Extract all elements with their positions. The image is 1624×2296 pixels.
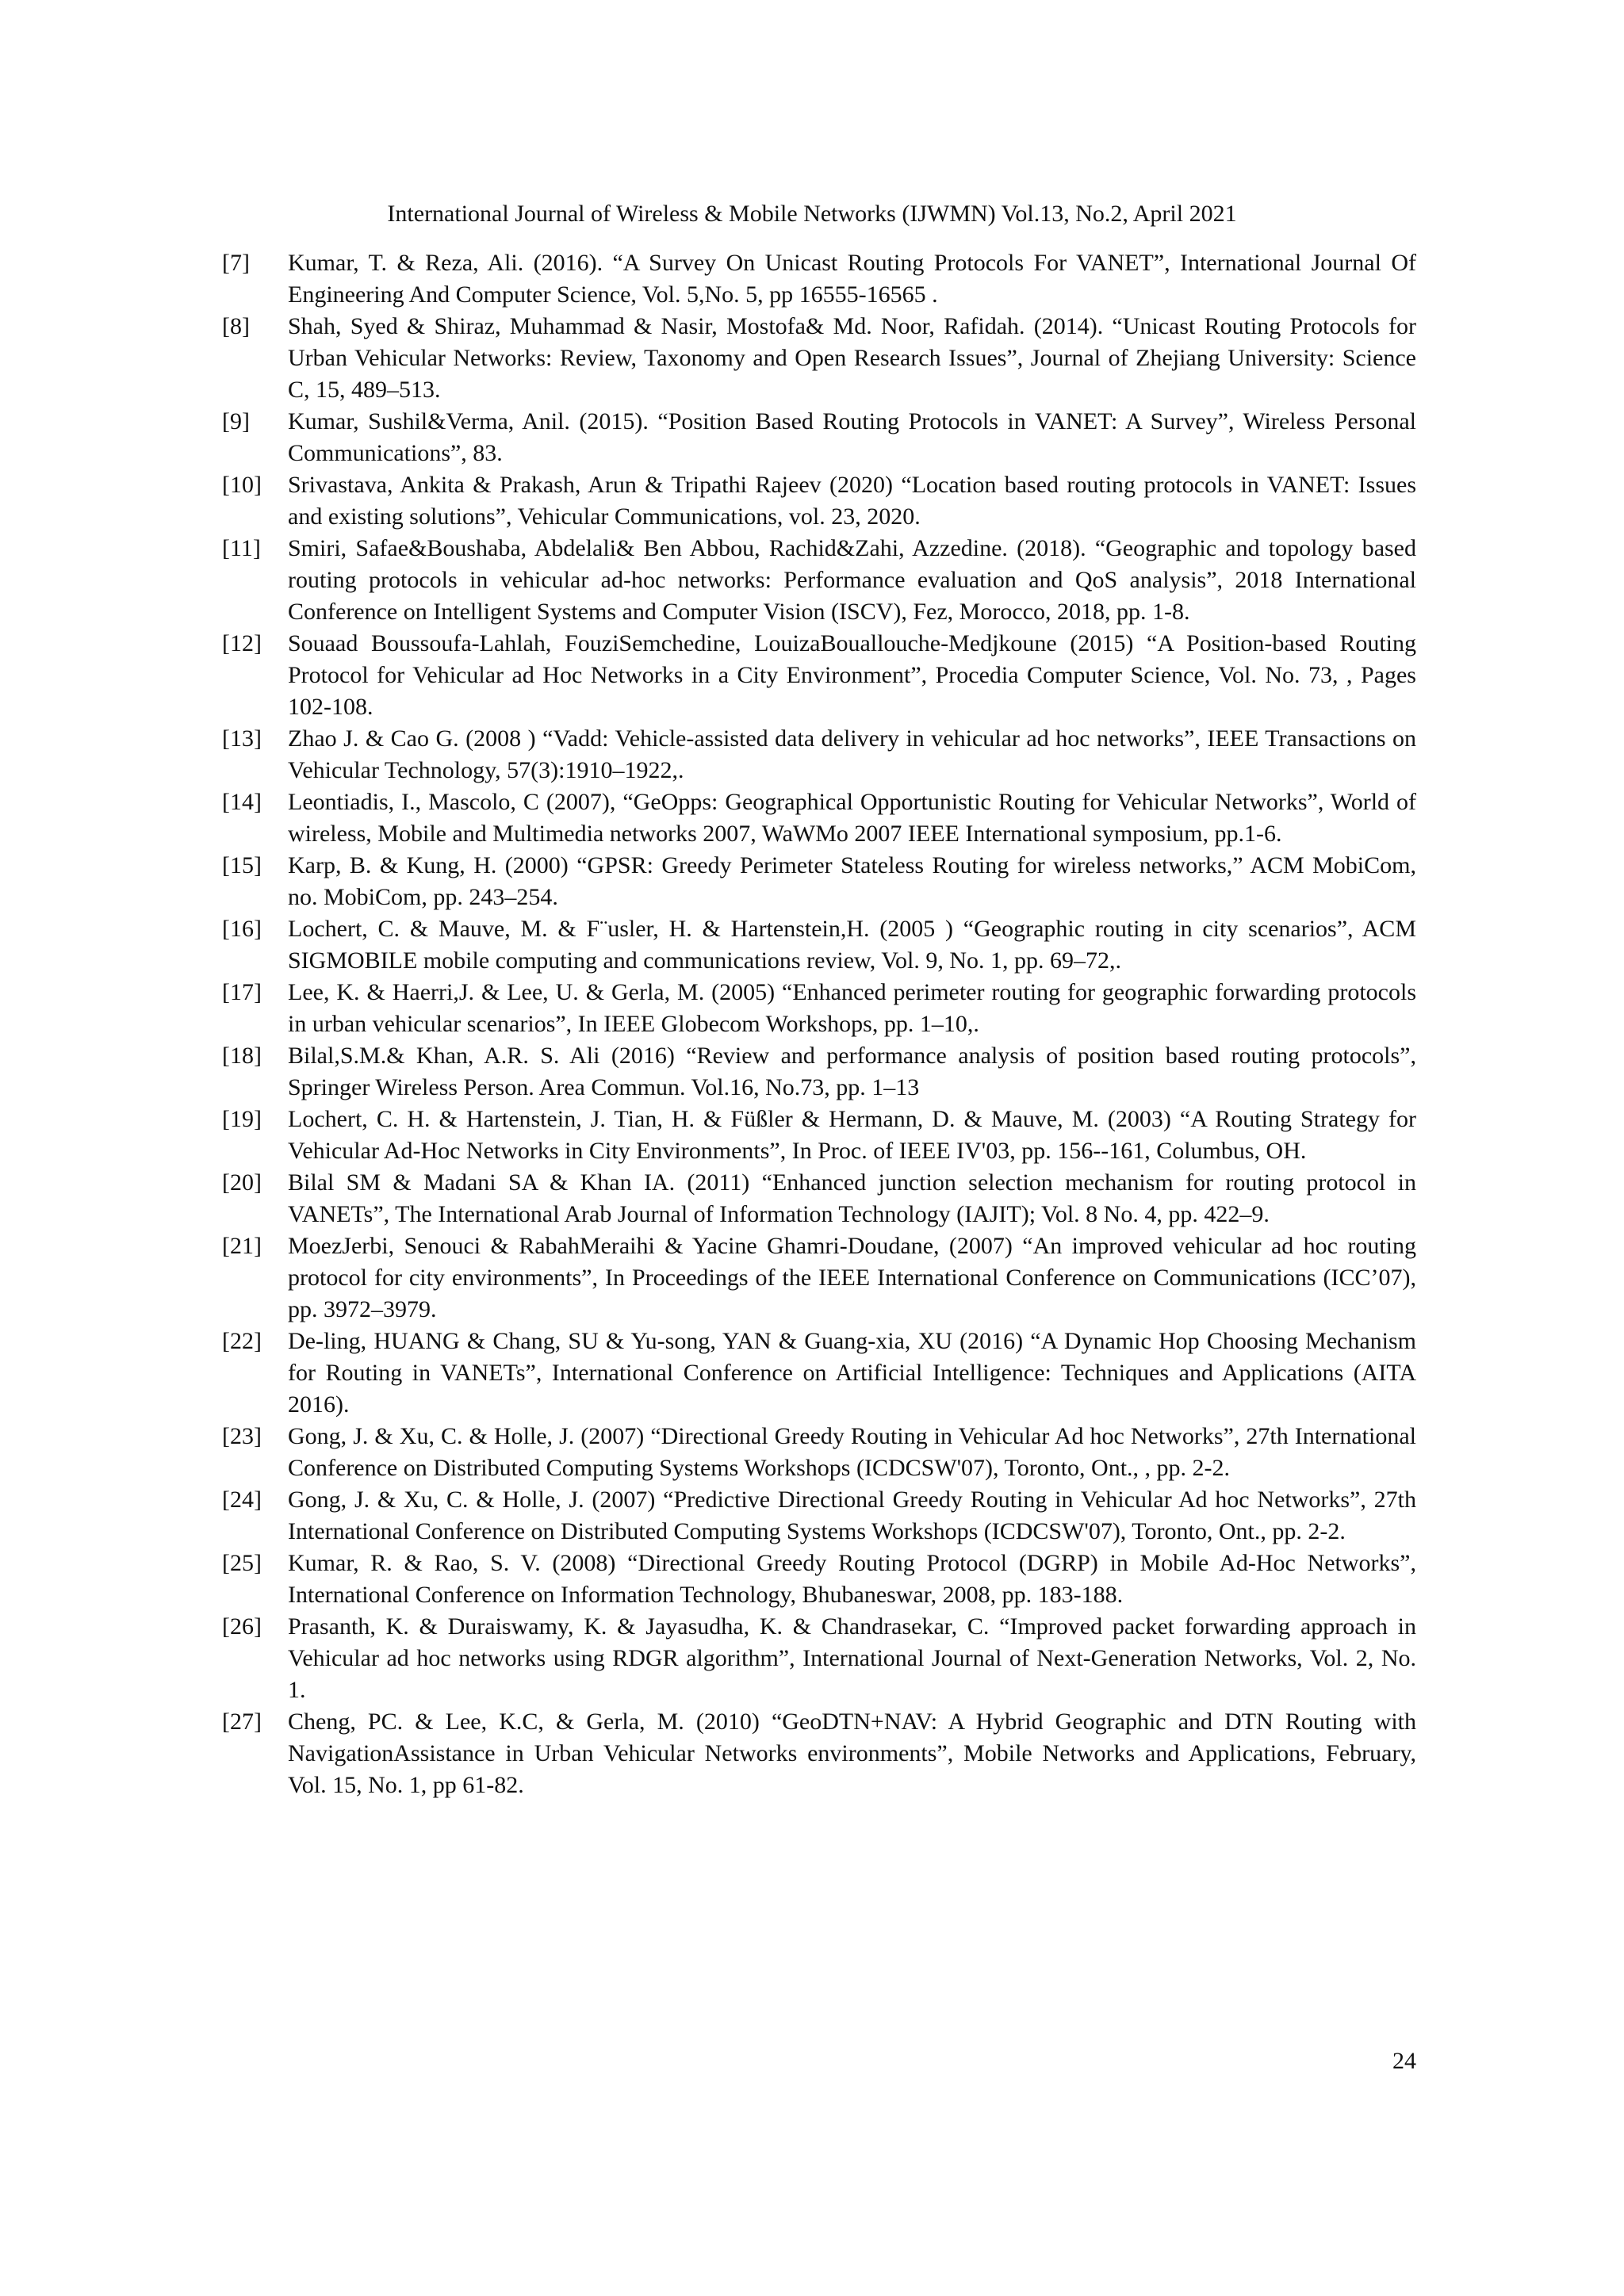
reference-text: Cheng, PC. & Lee, K.C, & Gerla, M. (2010) “GeoDTN+NAV: A Hybrid Geographic and DTN Routing with NavigationAssistance in Urban Vehicular Networks environments”, Mobile Networks and Applications, February, Vol. 15, No. 1, pp 61-82. (288, 1709, 1416, 1798)
reference-number: [18] (222, 1043, 262, 1069)
reference-item (222, 247, 1416, 311)
reference-number: [22] (222, 1328, 262, 1354)
reference-text: Kumar, Sushil&Verma, Anil. (2015). “Position Based Routing Protocols in VANET: A Survey”, Wireless Personal Communications”, 83. (288, 408, 1416, 466)
reference-item (222, 1548, 1416, 1611)
reference-item (222, 913, 1416, 977)
reference-text: Lochert, C. & Mauve, M. & F¨usler, H. & Hartenstein,H. (2005 ) “Geographic routing in city scenarios”, ACM SIGMOBILE mobile computing and communications review, Vol. 9, No. 1, pp. 69–72,. (288, 916, 1416, 974)
reference-text: Zhao J. & Cao G. (2008 ) “Vadd: Vehicle-assisted data delivery in vehicular ad hoc networks”, IEEE Transactions on Vehicular Technology, 57(3):1910–1922,. (288, 725, 1416, 783)
reference-item (222, 1421, 1416, 1484)
reference-number: [20] (222, 1169, 262, 1196)
reference-item (222, 786, 1416, 850)
reference-text: Leontiadis, I., Mascolo, C (2007), “GeOpps: Geographical Opportunistic Routing for Vehicular Networks”, World of wireless, Mobile and Multimedia networks 2007, WaWMo 2007 IEEE International symposium, pp.1-6. (288, 789, 1416, 847)
running-head: International Journal of Wireless & Mobile Networks (IJWMN) Vol.13, No.2, April 2021 (387, 201, 1237, 227)
reference-number: [8] (222, 313, 250, 339)
reference-text: Lee, K. & Haerri,J. & Lee, U. & Gerla, M. (2005) “Enhanced perimeter routing for geographic forwarding protocols in urban vehicular scenarios”, In IEEE Globecom Workshops, pp. 1–10,. (288, 979, 1416, 1037)
reference-item (222, 628, 1416, 723)
reference-item (222, 1040, 1416, 1104)
reference-number: [21] (222, 1233, 262, 1259)
reference-number: [19] (222, 1106, 262, 1132)
reference-number: [14] (222, 789, 262, 815)
reference-list (222, 247, 1416, 1801)
reference-number: [25] (222, 1550, 262, 1576)
reference-item (222, 850, 1416, 913)
reference-item (222, 1326, 1416, 1421)
reference-text: Kumar, T. & Reza, Ali. (2016). “A Survey On Unicast Routing Protocols For VANET”, International Journal Of Engineering And Computer Science, Vol. 5,No. 5, pp 16555-16565 . (288, 250, 1416, 308)
reference-number: [13] (222, 725, 262, 752)
reference-item (222, 311, 1416, 406)
reference-item (222, 977, 1416, 1040)
reference-item (222, 1484, 1416, 1548)
reference-item (222, 1167, 1416, 1230)
reference-number: [16] (222, 916, 262, 942)
reference-number: [17] (222, 979, 262, 1005)
reference-item (222, 1706, 1416, 1801)
reference-text: Kumar, R. & Rao, S. V. (2008) “Directional Greedy Routing Protocol (DGRP) in Mobile Ad-Hoc Networks”, International Conference on Information Technology, Bhubaneswar, 2008, pp. 183-188. (288, 1550, 1416, 1608)
reference-text: Shah, Syed & Shiraz, Muhammad & Nasir, Mostofa& Md. Noor, Rafidah. (2014). “Unicast Routing Protocols for Urban Vehicular Networks: Review, Taxonomy and Open Research Issues”, Journal of Zhejiang University: Science C, 15, 489–513. (288, 313, 1416, 403)
reference-number: [15] (222, 852, 262, 878)
reference-text: Srivastava, Ankita & Prakash, Arun & Tripathi Rajeev (2020) “Location based routing protocols in VANET: Issues and existing solutions”, Vehicular Communications, vol. 23, 2020. (288, 472, 1416, 530)
reference-text: Gong, J. & Xu, C. & Holle, J. (2007) “Predictive Directional Greedy Routing in Vehicular Ad hoc Networks”, 27th International Conference on Distributed Computing Systems Workshops (ICDCSW'07), Toronto, Ont., pp. 2-2. (288, 1487, 1416, 1544)
reference-text: Bilal,S.M.& Khan, A.R. S. Ali (2016) “Review and performance analysis of position based routing protocols”, Springer Wireless Person. Area Commun. Vol.16, No.73, pp. 1–13 (288, 1043, 1416, 1100)
reference-text: Bilal SM & Madani SA & Khan IA. (2011) “Enhanced junction selection mechanism for routing protocol in VANETs”, The International Arab Journal of Information Technology (IAJIT); Vol. 8 No. 4, pp. 422–9. (288, 1169, 1416, 1227)
reference-number: [7] (222, 250, 250, 276)
reference-number: [27] (222, 1709, 262, 1735)
reference-text: Smiri, Safae&Boushaba, Abdelali& Ben Abbou, Rachid&Zahi, Azzedine. (2018). “Geographic and topology based routing protocols in vehicular ad-hoc networks: Performance evaluation and QoS analysis”, 2018 International Conference on Intelligent Systems and Computer Vision (ISCV), Fez, Morocco, 2018, pp. 1-8. (288, 535, 1416, 625)
reference-item (222, 1230, 1416, 1326)
reference-text: MoezJerbi, Senouci & RabahMeraihi & Yacine Ghamri-Doudane, (2007) “An improved vehicular ad hoc routing protocol for city environments”, In Proceedings of the IEEE International Conference on Communications (ICC’07), pp. 3972–3979. (288, 1233, 1416, 1322)
reference-item (222, 469, 1416, 533)
reference-item (222, 533, 1416, 628)
reference-text: De-ling, HUANG & Chang, SU & Yu-song, YAN & Guang-xia, XU (2016) “A Dynamic Hop Choosing Mechanism for Routing in VANETs”, International Conference on Artificial Intelligence: Techniques and Applications (AITA 2016). (288, 1328, 1416, 1418)
reference-text: Karp, B. & Kung, H. (2000) “GPSR: Greedy Perimeter Stateless Routing for wireless networks,” ACM MobiCom, no. MobiCom, pp. 243–254. (288, 852, 1416, 910)
reference-number: [26] (222, 1613, 262, 1640)
reference-number: [23] (222, 1423, 262, 1449)
reference-text: Prasanth, K. & Duraiswamy, K. & Jayasudha, K. & Chandrasekar, C. “Improved packet forwarding approach in Vehicular ad hoc networks using RDGR algorithm”, International Journal of Next-Generation Networks, Vol. 2, No. 1. (288, 1613, 1416, 1703)
reference-item (222, 1611, 1416, 1706)
reference-item (222, 406, 1416, 469)
reference-item (222, 723, 1416, 786)
reference-text: Gong, J. & Xu, C. & Holle, J. (2007) “Directional Greedy Routing in Vehicular Ad hoc Networks”, 27th International Conference on Distributed Computing Systems Workshops (ICDCSW'07), Toronto, Ont., , pp. 2-2. (288, 1423, 1416, 1481)
reference-text: Souaad Boussoufa-Lahlah, FouziSemchedine, LouizaBouallouche-Medjkoune (2015) “A Position-based Routing Protocol for Vehicular ad Hoc Networks in a City Environment”, Procedia Computer Science, Vol. No. 73, , Pages 102-108. (288, 630, 1416, 720)
page-number: 24 (1392, 2048, 1416, 2074)
reference-number: [11] (222, 535, 261, 561)
reference-number: [9] (222, 408, 250, 434)
reference-number: [10] (222, 472, 262, 498)
reference-number: [24] (222, 1487, 262, 1513)
reference-text: Lochert, C. H. & Hartenstein, J. Tian, H. & Füßler & Hermann, D. & Mauve, M. (2003) “A Routing Strategy for Vehicular Ad-Hoc Networks in City Environments”, In Proc. of IEEE IV'03, pp. 156--161, Columbus, OH. (288, 1106, 1416, 1164)
reference-number: [12] (222, 630, 262, 656)
reference-item (222, 1104, 1416, 1167)
